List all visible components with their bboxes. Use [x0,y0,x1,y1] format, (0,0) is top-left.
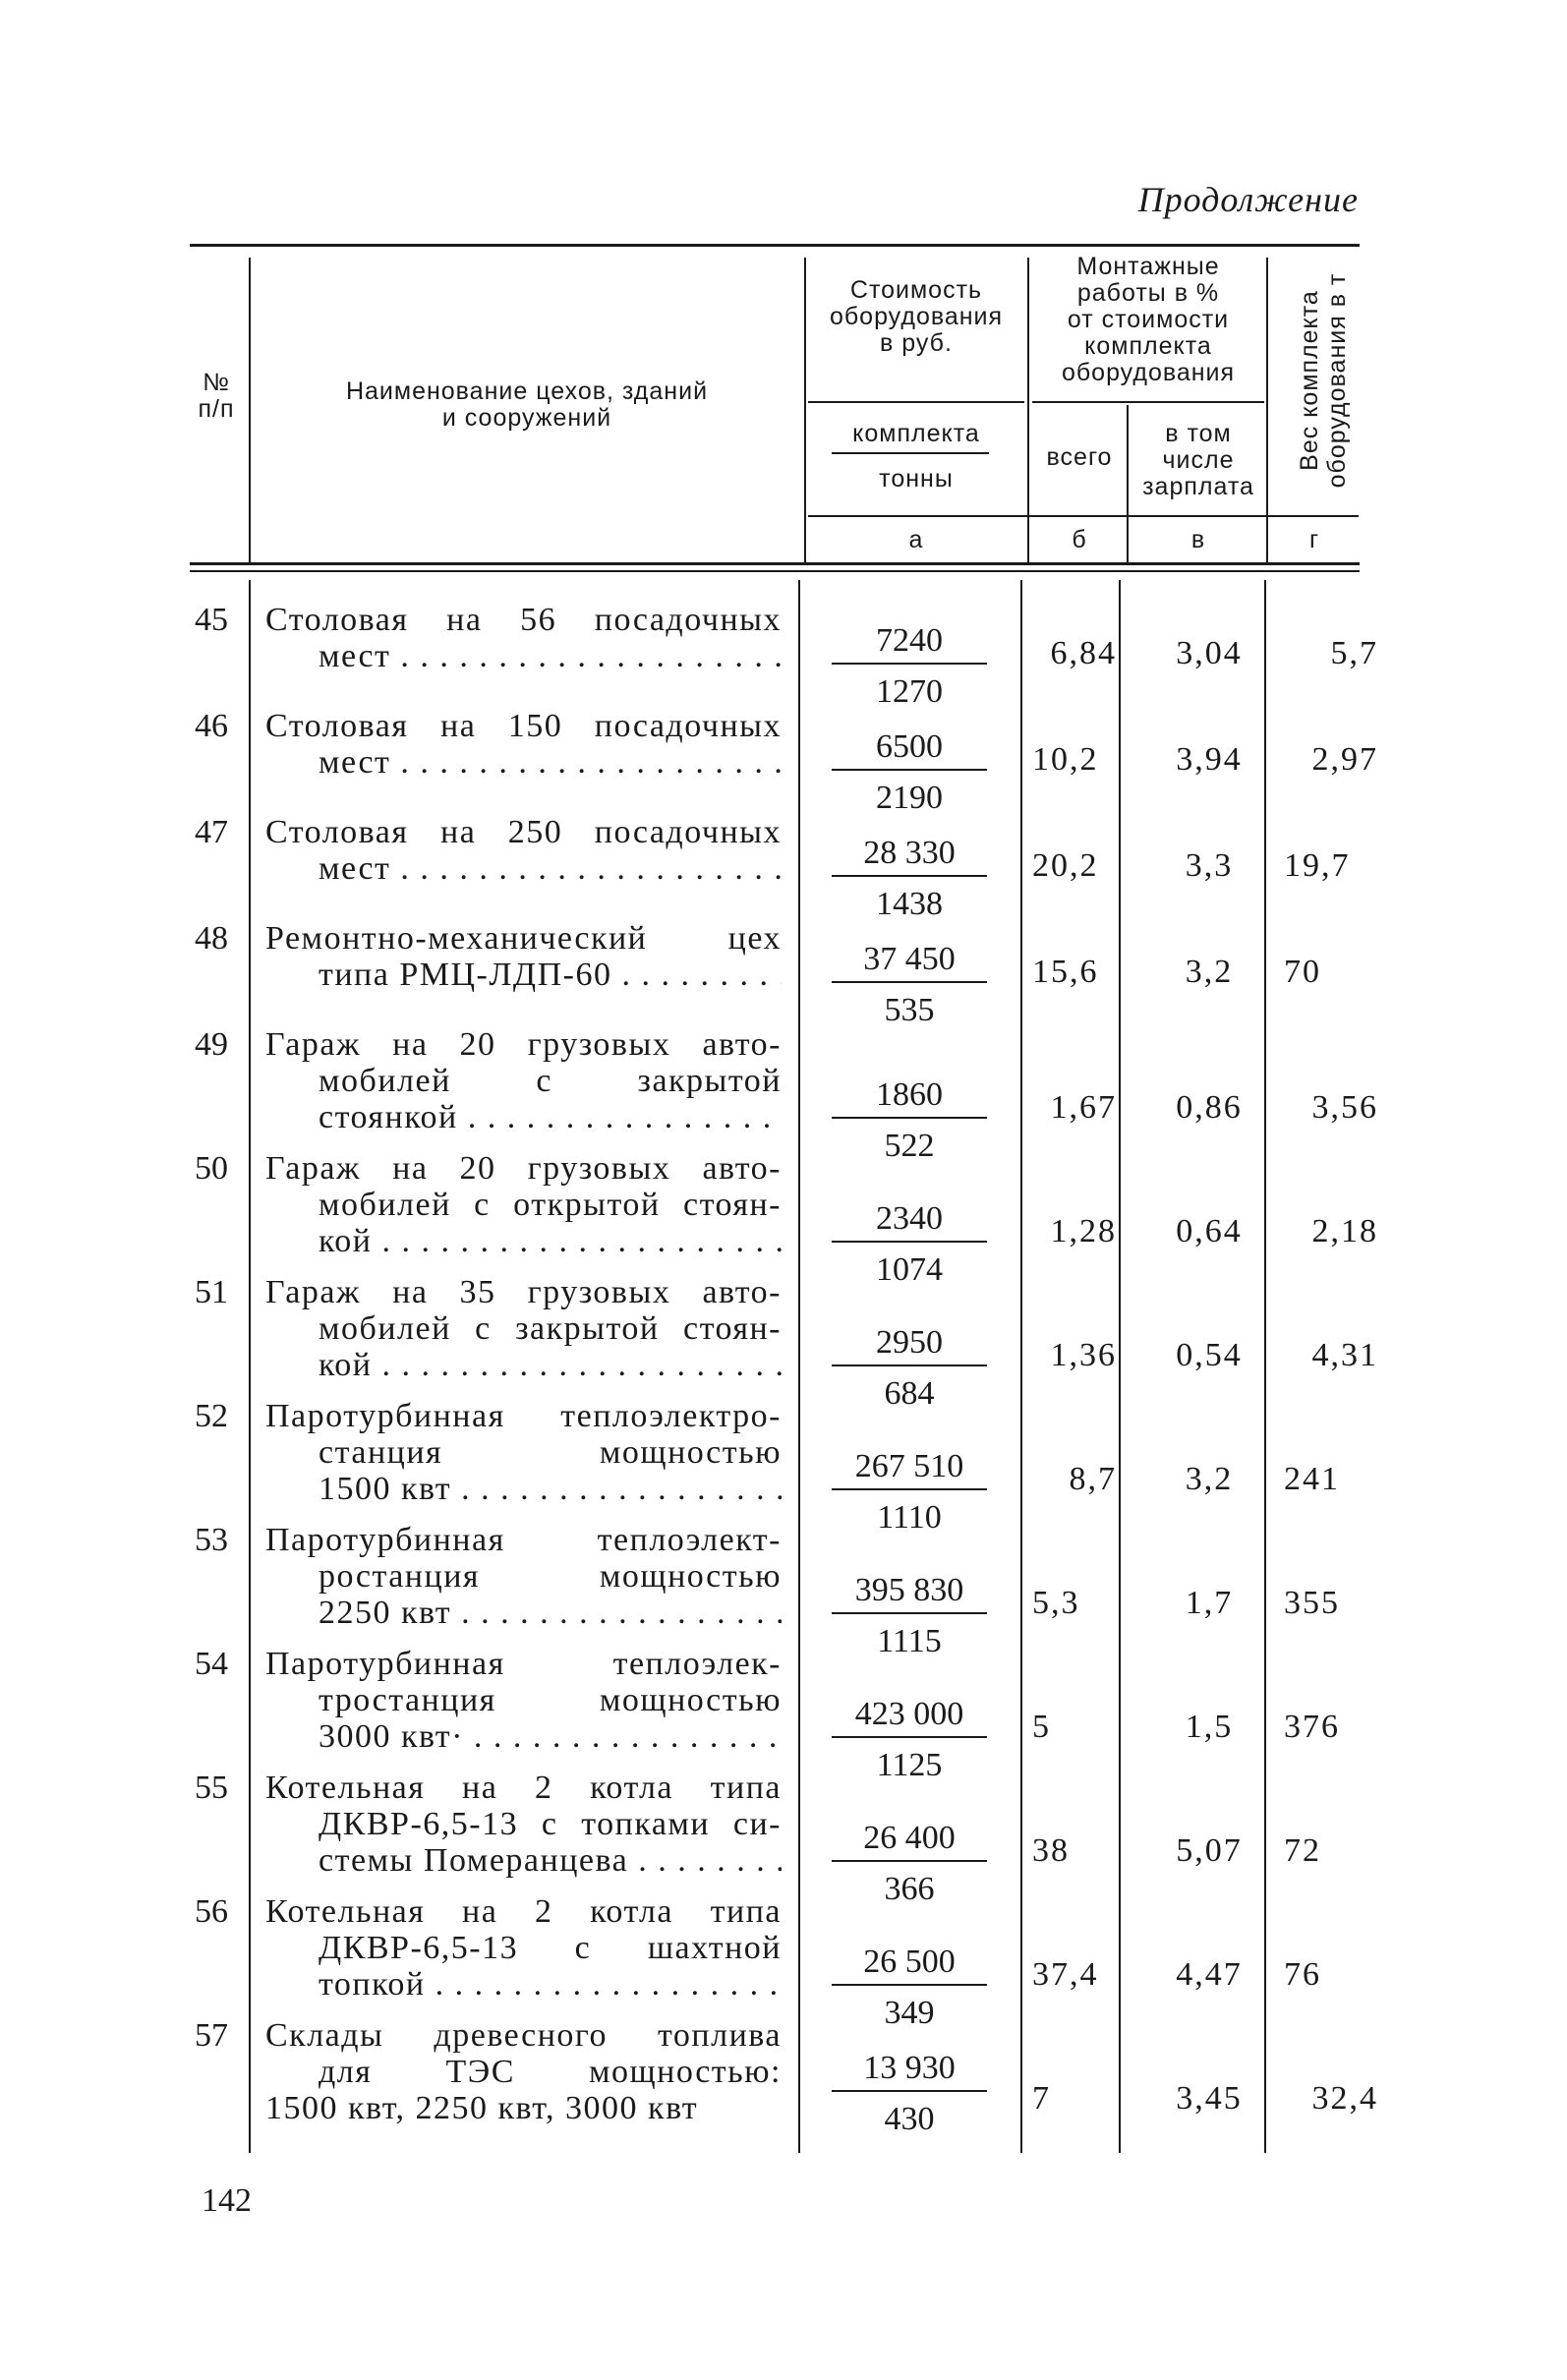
row-name [265,1522,782,1631]
row-number: 47 [195,814,228,850]
row-cost-ton: 1115 [877,1623,942,1659]
row-name-line: Котельная на 2 котла типа [265,1893,782,1930]
row-install-wage: 3,04 [1176,635,1243,671]
row-cost-ton: 366 [884,1871,935,1907]
row-name-line: Паротурбинная теплоэлектро- [265,1398,782,1434]
row-weight: 19,7 [1284,847,1351,884]
row-cost-fraction [826,1817,993,1911]
power-value: 1500 квт [319,1471,452,1507]
row-weight: 32,4 [1311,2080,1378,2117]
row-name-line: Паротурбинная теплоэлект- [265,1522,782,1558]
row-cost-ton: 535 [884,992,935,1028]
row-install-wage: 3,45 [1176,2080,1243,2117]
row-name [265,1646,782,1755]
row-name-line: тростанция мощностью [319,1682,782,1718]
row-cost-ton: 1110 [877,1499,942,1536]
row-cost-ton: 1074 [876,1251,943,1288]
col-line-num [249,258,251,562]
row-cost-fraction [826,1445,993,1539]
row-name [265,2017,782,2126]
row-name-line: мобилей с закрытой [319,1063,782,1099]
row-name-line: стоянкой . . . [265,1099,782,1135]
row-cost-ton: 1270 [876,673,943,710]
row-cost-fraction [826,938,993,1032]
table-header-bottom-rule [190,562,1360,565]
row-name-line: ростанция мощностью [319,1558,782,1595]
row-cost-kit: 423 000 [854,1696,964,1732]
row-cost-kit: 26 400 [863,1820,956,1856]
row-name-line: ДКВР-6,5-13 с шахтной [319,1930,782,1966]
row-install-wage: 0,64 [1176,1213,1243,1249]
page-number: 142 [202,2182,252,2219]
row-install-wage: 5,07 [1176,1832,1243,1869]
row-install-total: 15,6 [1032,954,1099,990]
row-number: 52 [195,1398,228,1434]
row-name-line: 1500 квт, 2250 квт, 3000 квт [265,2090,699,2126]
row-install-wage: 0,86 [1176,1089,1243,1126]
row-name-line: топкой . . . [265,1966,782,2003]
header-vtom-line-3: зарплата [1142,473,1254,500]
row-cost-kit: 2950 [876,1324,943,1361]
row-weight: 5,7 [1330,635,1378,671]
row-install-total: 1,28 [1050,1213,1117,1249]
row-install-wage: 3,3 [1185,847,1234,884]
row-cost-kit: 13 930 [863,2050,956,2086]
row-number: 55 [195,1770,228,1806]
row-name-line: Столовая на 56 посадочных [265,602,782,638]
row-cost-ton: 684 [884,1375,935,1412]
header-install-line-1: Монтажные [1076,253,1220,280]
row-cost-fraction [826,726,993,820]
col-line-install [1266,258,1268,562]
body-line-name [798,580,800,2153]
row-cost-kit: 7240 [876,622,943,659]
header-install-line-4: комплекта [1084,332,1212,360]
row-install-total: 5,3 [1032,1585,1080,1621]
row-install-wage: 1,7 [1185,1585,1234,1621]
header-name-line-2: и сооружений [441,404,612,432]
row-cost-fraction [826,1693,993,1787]
row-name-line: стемы Померанцева . . . [265,1842,782,1879]
header-install-line-3: от стоимости [1067,306,1230,333]
row-cost-kit: 1860 [876,1076,943,1113]
row-name [265,1770,782,1879]
row-cost-ton: 349 [884,1995,935,2031]
row-cost-kit: 6500 [876,728,943,765]
row-cost-kit: 2340 [876,1200,943,1237]
row-name [265,1398,782,1507]
row-number: 48 [195,920,228,957]
row-cost-fraction [826,1074,993,1168]
header-tonny: тонны [879,465,954,493]
row-number: 53 [195,1522,228,1558]
row-name-line: ДКВР-6,5-13 с топками си- [319,1806,782,1842]
row-install-total: 20,2 [1032,847,1099,884]
row-name-line: кой . . . [265,1223,782,1259]
header-rule-komplekta [832,452,989,454]
body-line-num [249,580,251,2153]
row-name-line [265,1471,782,1507]
row-install-total: 5 [1032,1709,1051,1745]
row-cost-fraction [826,619,993,714]
row-install-total: 8,7 [1069,1461,1117,1497]
row-install-total: 37,4 [1032,1956,1099,1993]
row-weight: 2,97 [1311,741,1378,778]
header-weight-line-1: Вес комплекта [1296,290,1323,471]
header-letter-v: в [1190,526,1206,553]
row-name [265,814,782,887]
row-name-line: Гараж на 35 грузовых авто- [265,1274,782,1310]
header-cost [808,277,1024,357]
header-num-line-2: п/п [198,395,235,423]
row-name [265,708,782,781]
header-num-line-1: № [203,369,230,396]
header-install-line-5: оборудования [1061,359,1236,386]
header-cost-line-2: оборудования [829,303,1004,330]
row-weight: 4,31 [1311,1337,1378,1373]
row-name-line: Паротурбинная теплоэлек- [265,1646,782,1682]
row-install-total: 1,67 [1050,1089,1117,1126]
row-install-total: 10,2 [1032,741,1099,778]
row-cost-ton: 522 [884,1128,935,1164]
row-install-total: 7 [1032,2080,1051,2117]
body-line-vsego [1119,580,1121,2153]
body-line-cost [1020,580,1022,2153]
row-name-line: 3000 квт· . . . [265,1718,782,1755]
row-name-line: типа РМЦ-ЛДП-60 . . . [265,957,782,993]
header-vsego: всего [1046,443,1113,471]
header-weight [1296,258,1351,503]
row-name-line: Столовая на 150 посадочных [265,708,782,744]
row-install-wage: 3,94 [1176,741,1243,778]
header-name [254,378,800,432]
row-name-line: Котельная на 2 котла типа [265,1770,782,1806]
row-number: 46 [195,708,228,744]
row-number: 50 [195,1150,228,1187]
row-cost-fraction [826,832,993,926]
continuation-label: Продолжение [1137,180,1359,219]
row-weight: 2,18 [1311,1213,1378,1249]
row-cost-fraction [826,1941,993,2035]
row-weight: 355 [1284,1585,1340,1621]
row-number: 49 [195,1026,228,1063]
header-vtom-line-1: в том [1165,420,1232,447]
row-cost-ton: 1125 [876,1747,943,1783]
row-number: 45 [195,602,228,638]
row-cost-fraction [826,2047,993,2141]
row-number: 54 [195,1646,228,1682]
row-name [265,920,782,993]
row-cost-fraction [826,1197,993,1292]
row-cost-ton: 430 [884,2101,935,2137]
header-cost-line-3: в руб. [880,329,953,357]
row-cost-kit: 395 830 [854,1572,964,1608]
row-cost-kit: 28 330 [863,835,956,871]
row-number: 51 [195,1274,228,1310]
row-cost-ton: 2190 [876,780,943,816]
row-install-total: 1,36 [1050,1337,1117,1373]
row-cost-fraction [826,1569,993,1663]
row-name-line: мест . . . [265,744,782,781]
header-cost-line-1: Стоимость [849,276,983,304]
row-weight: 72 [1284,1832,1321,1869]
row-cost-fraction [826,1321,993,1416]
row-name-line: 2250 квт . . . [265,1595,782,1631]
row-weight: 376 [1284,1709,1340,1745]
header-install-line-2: работы в % [1076,279,1220,307]
row-name-line: Склады древесного топлива [265,2017,782,2054]
header-vtom-line-2: числе [1162,446,1235,474]
row-install-wage: 3,2 [1185,954,1234,990]
col-line-name [804,258,806,562]
row-install-wage: 4,47 [1176,1956,1243,1993]
row-name-line: мобилей с открытой стоян- [319,1187,782,1223]
row-name-line: мобилей с закрытой стоян- [319,1310,782,1347]
header-letter-a: а [908,526,924,553]
row-name-line: Столовая на 250 посадочных [265,814,782,850]
row-name-line: мест . . . [265,850,782,887]
row-cost-kit: 267 510 [854,1448,964,1484]
row-number: 56 [195,1893,228,1930]
row-cost-kit: 37 450 [863,941,956,977]
row-name-line: кой . . . [265,1347,782,1383]
col-line-cost [1027,258,1029,562]
header-name-line-1: Наименование цехов, зданий [345,377,709,405]
row-weight: 70 [1284,954,1321,990]
header-weight-line-2: оборудования в т [1323,272,1351,489]
header-letters-rule [808,515,1359,517]
header-subrule-install [1032,401,1264,403]
row-name-line: Ремонтно-механический цех [265,920,782,957]
row-weight: 76 [1284,1956,1321,1993]
header-num [187,370,246,423]
row-name [265,1274,782,1383]
row-name-line: для ТЭС мощностью: [319,2054,782,2090]
header-komplekta: комплекта [852,420,980,447]
table-header-bottom-rule-2 [190,570,1360,572]
header-install [1032,254,1264,386]
row-weight: 241 [1284,1461,1340,1497]
row-name [265,1150,782,1259]
header-subrule-cost [808,401,1024,403]
row-name [265,602,782,674]
col-line-vsego [1127,405,1129,562]
row-name-line: Гараж на 20 грузовых авто- [265,1026,782,1063]
row-name [265,1893,782,2003]
row-install-total: 6,84 [1050,635,1117,671]
row-install-wage: 1,5 [1185,1709,1234,1745]
table-top-rule [190,244,1360,247]
row-name-line: станция мощностью [319,1434,782,1471]
row-name [265,1026,782,1135]
row-install-wage: 0,54 [1176,1337,1243,1373]
row-name-line: мест . . . [265,638,782,674]
row-number: 57 [195,2017,228,2054]
header-letter-g: г [1308,526,1320,553]
row-cost-ton: 1438 [876,886,943,922]
header-letter-b: б [1072,526,1087,553]
header-vtom [1131,421,1266,500]
row-weight: 3,56 [1311,1089,1378,1126]
row-name-line: Гараж на 20 грузовых авто- [265,1150,782,1187]
row-install-total: 38 [1032,1832,1070,1869]
row-install-wage: 3,2 [1185,1461,1234,1497]
row-cost-kit: 26 500 [863,1944,956,1980]
